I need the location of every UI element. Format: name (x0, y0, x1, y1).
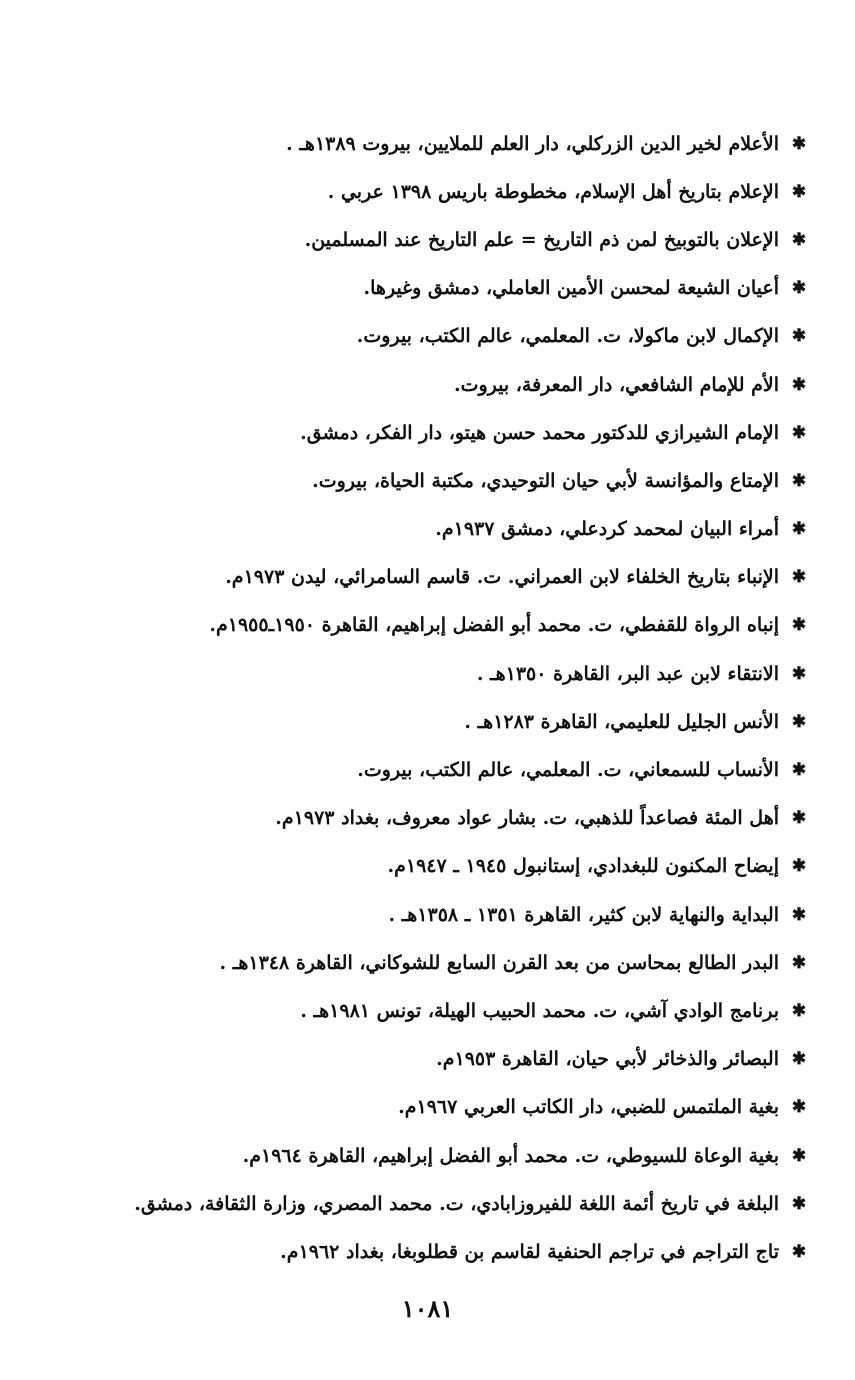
asterisk-bullet-icon: ✱ (791, 1193, 807, 1214)
asterisk-bullet-icon: ✱ (791, 952, 807, 973)
asterisk-bullet-icon: ✱ (791, 374, 807, 395)
bibliography-entry (107, 457, 807, 505)
asterisk-bullet-icon: ✱ (791, 904, 807, 925)
entry-text: الإعلان بالتوبيخ لمن ذم التاريخ = علم التاريخ عند المسلمين. (304, 228, 779, 251)
bibliography-entry (107, 409, 807, 457)
entry-text: تاج التراجم في تراجم الحنفية لقاسم بن قطلوبغا، بغداد ١٩٦٢م. (280, 1240, 779, 1263)
asterisk-bullet-icon: ✱ (791, 133, 807, 154)
asterisk-bullet-icon: ✱ (791, 470, 807, 491)
bibliography-entry (107, 1180, 807, 1228)
bibliography-entry (107, 1228, 807, 1276)
bibliography-entry (107, 1036, 807, 1084)
bibliography-entry (107, 795, 807, 843)
bibliography-entry (107, 698, 807, 746)
bibliography-entry (107, 843, 807, 891)
asterisk-bullet-icon: ✱ (791, 181, 807, 202)
entry-text: البدر الطالع بمحاسن من بعد القرن السابع للشوكاني، القاهرة ١٣٤٨هـ . (219, 951, 779, 974)
entry-text: الإمتاع والمؤانسة لأبي حيان التوحيدي، مكتبة الحياة، بيروت. (312, 469, 779, 492)
asterisk-bullet-icon: ✱ (791, 567, 807, 588)
asterisk-bullet-icon: ✱ (791, 1049, 807, 1070)
entry-text: البصائر والذخائر لأبي حيان، القاهرة ١٩٥٣م. (436, 1048, 779, 1071)
entry-text: بغية الوعاة للسيوطي، ت. محمد أبو الفضل إبراهيم، القاهرة ١٩٦٤م. (242, 1144, 779, 1167)
asterisk-bullet-icon: ✱ (791, 711, 807, 732)
entry-text: الإمام الشيرازي للدكتور محمد حسن هيتو، دار الفكر، دمشق. (300, 421, 779, 444)
asterisk-bullet-icon: ✱ (791, 229, 807, 250)
bibliography-entry (107, 650, 807, 698)
entry-text: الأم للإمام الشافعي، دار المعرفة، بيروت. (453, 373, 779, 396)
entry-text: إيضاح المكنون للبغدادي، إستانبول ١٩٤٥ ـ ١٩٤٧م. (387, 855, 779, 878)
asterisk-bullet-icon: ✱ (791, 856, 807, 877)
asterisk-bullet-icon: ✱ (791, 1241, 807, 1262)
asterisk-bullet-icon: ✱ (791, 278, 807, 299)
entry-text: بغية الملتمس للضبي، دار الكاتب العربي ١٩٦٧م. (398, 1096, 779, 1119)
entry-text: الأنس الجليل للعليمي، القاهرة ١٢٨٣هـ . (464, 710, 779, 733)
bibliography-entry (107, 506, 807, 554)
entry-text: أهل المئة فصاعداً للذهبي، ت. بشار عواد معروف، بغداد ١٩٧٣م. (275, 807, 779, 830)
asterisk-bullet-icon: ✱ (791, 326, 807, 347)
bibliography-entry (107, 120, 807, 168)
page-number: ١٠٨١ (401, 1294, 454, 1323)
entry-text: الإنباء بتاريخ الخلفاء لابن العمراني. ت. قاسم السامرائي، ليدن ١٩٧٣م. (225, 566, 779, 589)
entry-text: البداية والنهاية لابن كثير، القاهرة ١٣٥١ ـ ١٣٥٨هـ . (388, 903, 779, 926)
entry-text: الانتقاء لابن عبد البر، القاهرة ١٣٥٠هـ . (476, 662, 779, 685)
bibliography-list (107, 120, 807, 1277)
entry-text: الإكمال لابن ماكولا، ت. المعلمي، عالم الكتب، بيروت. (356, 325, 779, 348)
asterisk-bullet-icon: ✱ (791, 519, 807, 540)
asterisk-bullet-icon: ✱ (791, 1145, 807, 1166)
bibliography-entry (107, 216, 807, 264)
bibliography-entry (107, 939, 807, 987)
bibliography-entry (107, 554, 807, 602)
entry-text: البلغة في تاريخ أئمة اللغة للفيروزابادي، ت. محمد المصري، وزارة الثقافة، دمشق. (134, 1192, 779, 1215)
asterisk-bullet-icon: ✱ (791, 663, 807, 684)
entry-text: أمراء البيان لمحمد كردعلي، دمشق ١٩٣٧م. (435, 518, 779, 541)
asterisk-bullet-icon: ✱ (791, 760, 807, 781)
bibliography-entry (107, 891, 807, 939)
asterisk-bullet-icon: ✱ (791, 1097, 807, 1118)
entry-text: الأعلام لخير الدين الزركلي، دار العلم للملايين، بيروت ١٣٨٩هـ . (286, 132, 779, 155)
bibliography-entry (107, 313, 807, 361)
entry-text: الإعلام بتاريخ أهل الإسلام، مخطوطة باريس ١٣٩٨ عربي . (327, 180, 779, 203)
bibliography-entry (107, 168, 807, 216)
bibliography-entry (107, 602, 807, 650)
entry-text: برنامج الوادي آشي، ت. محمد الحبيب الهيلة، تونس ١٩٨١هـ . (300, 999, 779, 1022)
bibliography-entry (107, 265, 807, 313)
asterisk-bullet-icon: ✱ (791, 615, 807, 636)
asterisk-bullet-icon: ✱ (791, 422, 807, 443)
entry-text: إنباه الرواة للقفطي، ت. محمد أبو الفضل إبراهيم، القاهرة ١٩٥٠ـ١٩٥٥م. (209, 614, 779, 637)
bibliography-entry (107, 1132, 807, 1180)
asterisk-bullet-icon: ✱ (791, 808, 807, 829)
bibliography-entry (107, 361, 807, 409)
entry-text: أعيان الشيعة لمحسن الأمين العاملي، دمشق وغيرها. (363, 277, 779, 300)
bibliography-entry (107, 987, 807, 1035)
bibliography-entry (107, 746, 807, 794)
asterisk-bullet-icon: ✱ (791, 1000, 807, 1021)
entry-text: الأنساب للسمعاني، ت. المعلمي، عالم الكتب، بيروت. (357, 759, 779, 782)
bibliography-entry (107, 1084, 807, 1132)
